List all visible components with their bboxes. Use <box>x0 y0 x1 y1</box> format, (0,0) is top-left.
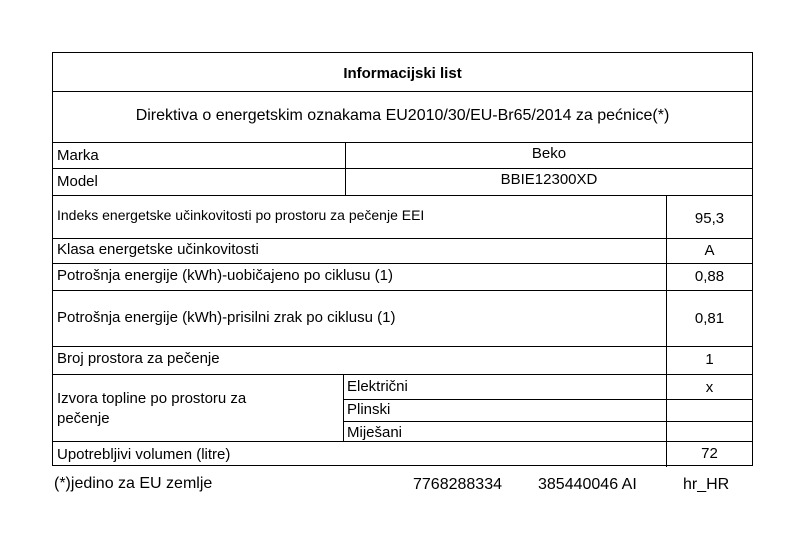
heat-source-mixed: Miješani <box>347 424 403 441</box>
information-sheet-table <box>52 52 753 466</box>
eei-label: Indeks energetske učinkovitosti po prostoru za pečenje EEI <box>57 207 425 223</box>
footer-code-1: 7768288334 <box>413 476 502 493</box>
heat-source-electric: Električni <box>347 378 408 395</box>
heat-source-electric-value: x <box>705 379 714 396</box>
model-value: BBIE12300XD <box>500 171 598 188</box>
consumption-forced-air-label: Potrošnja energije (kWh)-prisilni zrak po ciklusu (1) <box>57 309 396 326</box>
brand-label: Marka <box>57 147 99 164</box>
heat-source-label <box>57 389 246 429</box>
consumption-conventional-label: Potrošnja energije (kWh)-uobičajeno po ciklusu (1) <box>57 267 393 284</box>
cavities-label: Broj prostora za pečenje <box>57 350 220 367</box>
consumption-conventional-value: 0,88 <box>694 268 725 285</box>
eei-value: 95,3 <box>694 210 725 227</box>
cavities-value: 1 <box>705 351 714 368</box>
energy-class-value: A <box>704 242 715 259</box>
volume-label: Upotrebljivi volumen (litre) <box>57 446 231 463</box>
consumption-forced-air-value: 0,81 <box>694 310 725 327</box>
heat-source-gas: Plinski <box>347 401 391 418</box>
volume-value: 72 <box>701 445 718 462</box>
heat-source-label-line2: pečenje <box>57 410 110 427</box>
brand-value: Beko <box>531 145 567 162</box>
sheet-title: Informacijski list <box>343 65 462 82</box>
model-label: Model <box>57 173 98 190</box>
footer-note: (*)jedino za EU zemlje <box>54 475 213 492</box>
footer-locale: hr_HR <box>683 476 730 493</box>
energy-class-label: Klasa energetske učinkovitosti <box>57 241 259 258</box>
heat-source-label-line1: Izvora topline po prostoru za <box>57 390 247 407</box>
directive-text: Direktiva o energetskim oznakama EU2010/30/EU-Br65/2014 za pećnice(*) <box>135 107 670 124</box>
footer-code-2: 385440046 AI <box>538 476 637 493</box>
